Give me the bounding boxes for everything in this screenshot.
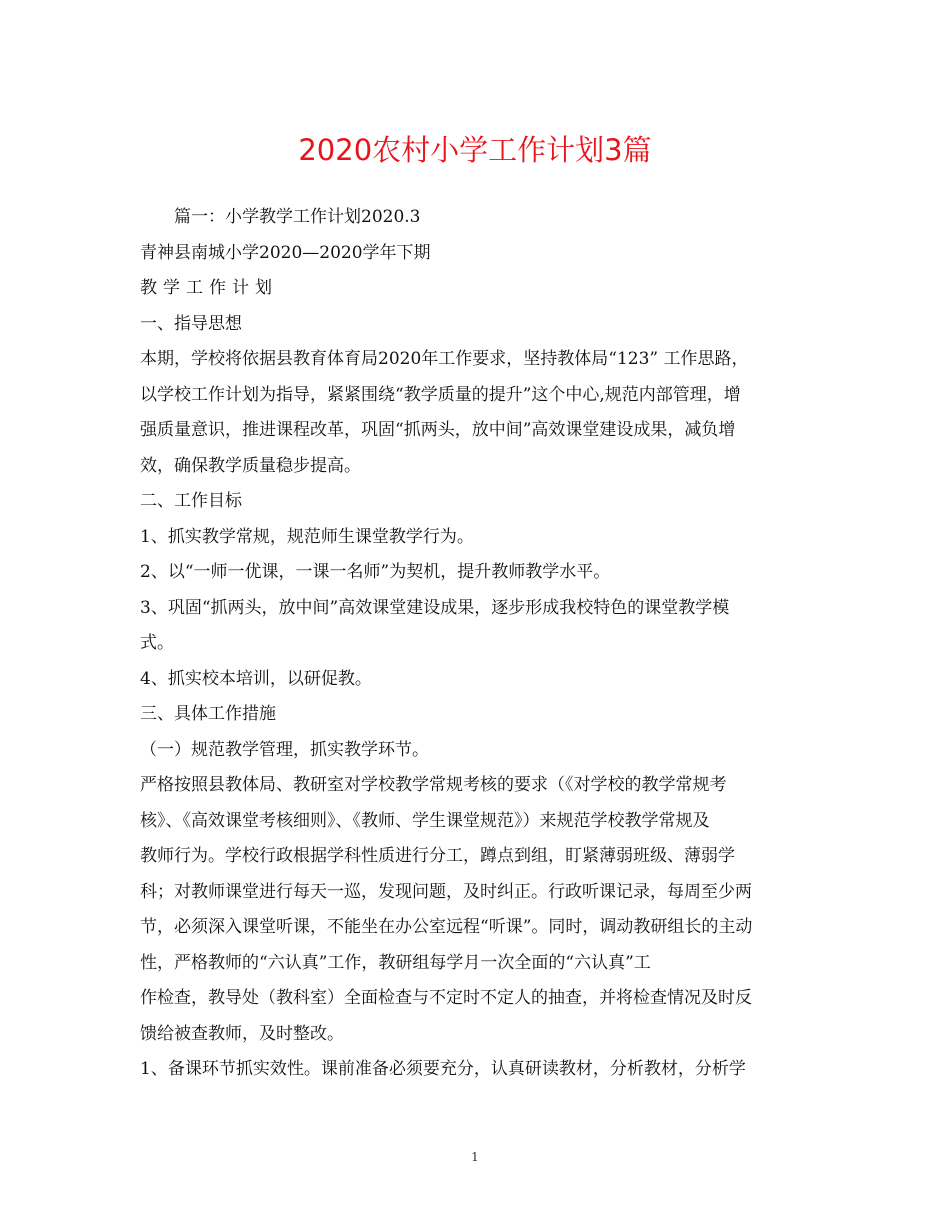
document-title: 2020农村小学工作计划3篇 xyxy=(298,133,652,167)
text-line: 强质量意识，推进课程改革，巩固“抓两头，放中间”高效课堂建设成果，减负增 xyxy=(140,420,736,440)
text-line: 教师行为。学校行政根据学科性质进行分工，蹲点到组，盯紧薄弱班级、薄弱学 xyxy=(140,846,735,866)
text-line: 作检查，教导处（教科室）全面检查与不定时不定人的抽查，并将检查情况及时反 xyxy=(140,988,752,1008)
text-line: 核》、《高效课堂考核细则》、《教师、学生课堂规范》）来规范学校教学常规及 xyxy=(140,810,710,831)
subsection-heading: （一）规范教学管理，抓实教学环节。 xyxy=(140,739,429,760)
text-line: 4、抓实校本培训，以研促教。 xyxy=(140,668,372,689)
text-line: 以学校工作计划为指导，紧紧围绕“教学质量的提升”这个中心,规范内部管理，增 xyxy=(140,384,741,405)
text-line: 教学工作计划 xyxy=(140,278,278,298)
text-line: 效，确保教学质量稳步提高。 xyxy=(140,455,361,476)
document-body xyxy=(140,200,820,1088)
text-line: 馈给被查教师，及时整改。 xyxy=(140,1023,344,1044)
text-line: 式。 xyxy=(140,633,174,653)
section-heading: 三、具体工作措施 xyxy=(140,704,276,724)
text-line: 科；对教师课堂进行每天一巡，发现问题，及时纠正。行政听课记录，每周至少两 xyxy=(140,881,752,902)
section-heading: 二、工作目标 xyxy=(140,491,242,511)
section-heading: 篇一：小学教学工作计划2020.3 xyxy=(174,207,421,227)
text-line: 性，严格教师的“六认真”工作，教研组每学月一次全面的“六认真”工 xyxy=(140,952,651,973)
text-line: 青神县南城小学2020—2020学年下期 xyxy=(140,242,431,263)
text-line: 3、巩固“抓两头，放中间”高效课堂建设成果，逐步形成我校特色的课堂教学模 xyxy=(140,597,730,618)
text-line: 严格按照县教体局、教研室对学校教学常规考核的要求（《对学校的教学常规考 xyxy=(140,775,727,795)
section-heading: 一、指导思想 xyxy=(140,313,242,334)
text-line: 2、以“一师一优课，一课一名师”为契机，提升教师教学水平。 xyxy=(140,562,611,582)
text-line: 节，必须深入课堂听课，不能坐在办公室远程“听课”。同时，调动教研组长的主动 xyxy=(140,917,753,937)
text-line: 1、抓实教学常规，规范师生课堂教学行为。 xyxy=(140,526,474,547)
page-number: 1 xyxy=(471,1150,479,1164)
text-line: 本期，学校将依据县教育体育局2020年工作要求，坚持教体局“123” 工作思路， xyxy=(140,349,749,369)
text-line: 1、备课环节抓实效性。课前准备必须要充分，认真研读教材，分析教材，分析学 xyxy=(140,1059,746,1079)
